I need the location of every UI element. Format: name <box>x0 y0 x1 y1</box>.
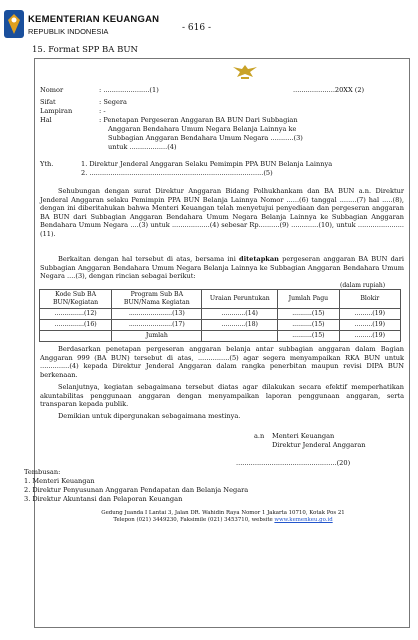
cell: ............(18) <box>202 320 278 331</box>
hal-label: Hal <box>40 116 52 124</box>
cell: ......................(13) <box>112 309 202 320</box>
cell <box>40 331 112 342</box>
recipient-line: 2. ...................................................................................(5) <box>81 169 273 177</box>
page-number: - 616 - <box>182 23 211 33</box>
tembusan-item: 1. Menteri Keuangan <box>24 477 95 485</box>
sifat-label: Sifat <box>40 98 56 106</box>
hal-line: untuk ..................(4) <box>108 143 177 151</box>
cell <box>202 331 278 342</box>
signatory-name: ................................................(20) <box>236 459 351 467</box>
footer-address: Gedung Juanda I Lantai 3, Jalan DR. Wahidin Raya Nomor 1 Jakarta 10710, Kotak Pos 21 <box>101 510 345 516</box>
col-header-uraian: Uraian Peruntukan <box>202 290 278 309</box>
hal-line: Anggaran Bendahara Umum Negara Belanja Lainnya ke <box>108 125 297 133</box>
total-label: Jumlah <box>112 331 202 342</box>
sifat-value: : Segera <box>99 98 127 106</box>
nomor-value: : ......................(1) <box>99 86 159 94</box>
cell: ...............(12) <box>40 309 112 320</box>
tembusan-item: 2. Direktur Penyusunan Anggaran Pendapatan dan Belanja Negara <box>24 486 249 494</box>
col-header-program: Program Sub BA BUN/Nama Kegiatan <box>112 290 202 309</box>
cell: .........(19) <box>339 320 400 331</box>
paragraph-4: Selanjutnya, kegiatan sebagaimana tersebut diatas agar dilakukan secara efektif memperhatikan akuntabilitas penggunaan anggaran dengan menyampaikan laporan penggunaan anggaran, serta transparan kepada publik. <box>40 383 404 409</box>
page-header <box>0 0 418 50</box>
table-total-row <box>40 331 401 342</box>
cell: ......................(17) <box>112 320 202 331</box>
cell: ..........(15) <box>278 320 339 331</box>
total-jumlah: ..........(15) <box>278 331 339 342</box>
footer-contact: Telepon (021) 3449230, Faksimile (021) 3453710, website www.kemenkeu.go.id <box>113 517 333 523</box>
col-header-kode: Kode Sub BA BUN/Kegiatan <box>40 290 112 309</box>
total-blokir: .........(19) <box>339 331 400 342</box>
hal-line: Subbagian Anggaran Bendahara Umum Negara ...........(3) <box>108 134 303 142</box>
document-template <box>24 58 410 628</box>
lampiran-label: Lampiran <box>40 107 73 115</box>
paragraph-1: Sehubungan dengan surat Direktur Anggaran Bidang Polhukhankam dan BA BUN a.n. Direktur Jenderal Anggaran selaku Pemimpin PPA BUN Belanja Lainnya Nomor ......(6) tanggal ........(7) hal .....(8), dengan ini diberitahukan bahwa Menteri Keuangan telah menyetujui penyediaan dan pergeseran anggaran BA BUN dari Subbagian Anggaran Bendahara Umum Negara Belanja Lainnya ke Subbagian Anggaran Bendahara Umum Negara ....(3) untuk ..................(4) sebesar Rp..........(9) .............(10), untuk ......................(11). <box>40 187 404 238</box>
nomor-label: Nomor <box>40 86 64 94</box>
date-value: ....................20XX (2) <box>293 86 365 94</box>
paragraph-2: Berkaitan dengan hal tersebut di atas, bersama ini ditetapkan pergeseran anggaran BA BUN dari Subbagian Anggaran Bendahara Umum Negara Belanja Lainnya ke Subbagian Anggaran Bendahara Umum Negara ....(3), dengan rincian sebagai berikut: <box>40 255 404 281</box>
ministry-logo-icon <box>4 6 24 42</box>
cell: ...............(16) <box>40 320 112 331</box>
recipient-line: 1. Direktur Jenderal Anggaran Selaku Pemimpin PPA BUN Belanja Lainnya <box>81 160 333 168</box>
tembusan-label: Tembusan: <box>24 468 61 476</box>
sign-an: a.n <box>254 432 265 440</box>
section-title: 15. Format SPP BA BUN <box>32 45 138 55</box>
col-header-jumlah: Jumlah Pagu <box>278 290 339 309</box>
paragraph-3: Berdasarkan penetapan pergeseran anggaran belanja antar subbagian anggaran dalam Bagian Anggaran 999 (BA BUN) tersebut di atas, ...............(5) agar segera menyampaikan RKA BUN untuk ..............(4) kepada Direktur Jenderal Anggaran dalam rangka penerbitan maupun revisi DIPA BUN berkenaan. <box>40 345 404 379</box>
col-header-blokir: Blokir <box>339 290 400 309</box>
unit-note: (dalam rupiah) <box>340 282 386 289</box>
table-header-row <box>40 290 401 309</box>
lampiran-value: : - <box>99 107 106 115</box>
garuda-emblem-icon <box>231 63 259 81</box>
country-name: REPUBLIK INDONESIA <box>28 27 109 36</box>
hal-line: : Penetapan Pergeseran Anggaran BA BUN Dari Subbagian <box>99 116 298 124</box>
allocation-table <box>39 289 401 342</box>
table-row <box>40 320 401 331</box>
cell: ............(14) <box>202 309 278 320</box>
website-link[interactable]: www.kemenkeu.go.id <box>274 517 333 523</box>
cell: .........(19) <box>339 309 400 320</box>
ministry-name: KEMENTERIAN KEUANGAN <box>28 14 160 25</box>
tembusan-item: 3. Direktur Akuntansi dan Pelaporan Keuangan <box>24 495 183 503</box>
sign-line-2: Direktur Jenderal Anggaran <box>272 441 366 449</box>
table-row <box>40 309 401 320</box>
ditetapkan-emphasis: ditetapkan <box>239 255 279 263</box>
paragraph-5: Demikian untuk dipergunakan sebagaimana mestinya. <box>58 412 241 420</box>
yth-label: Yth. <box>40 160 54 168</box>
sign-line-1: Menteri Keuangan <box>272 432 335 440</box>
cell: ..........(15) <box>278 309 339 320</box>
